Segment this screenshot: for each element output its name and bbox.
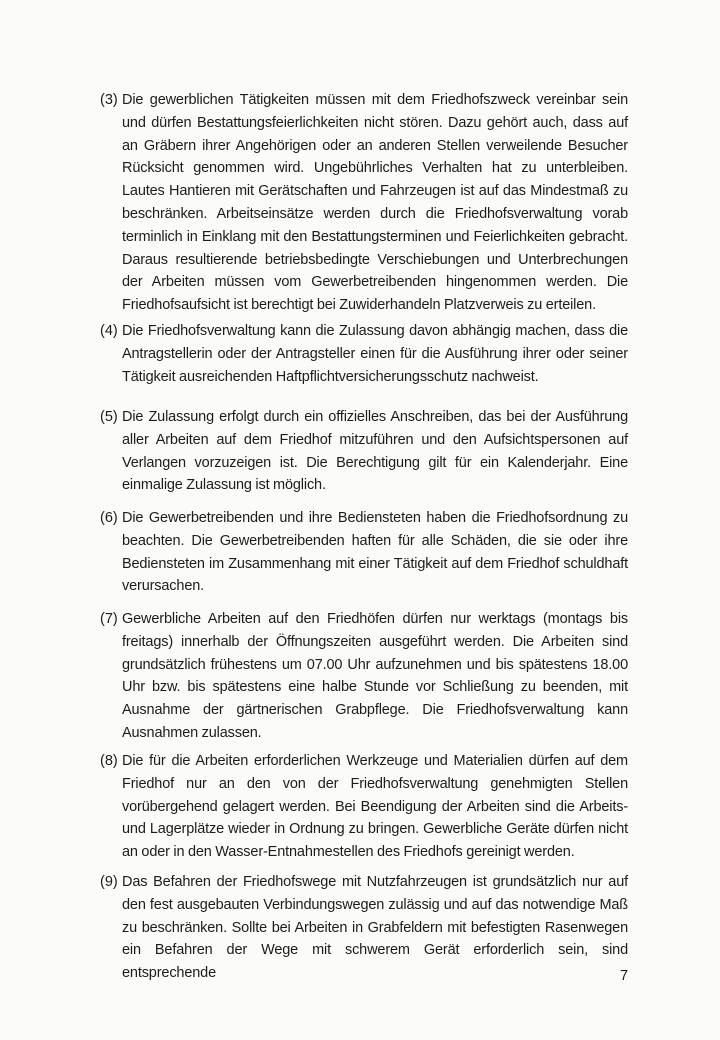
paragraph-5 — [100, 406, 628, 497]
paragraph-8 — [100, 750, 628, 864]
paragraph-number: (7) — [100, 611, 118, 627]
paragraph-number: (6) — [100, 510, 118, 526]
paragraph-text: Das Befahren der Friedhofswege mit Nutzfahrzeugen ist grundsätzlich nur auf den fest ausgebauten Verbindungswegen zulässig und auf das notwendige Maß zu beschränken. Sollte bei Arbeiten in Grabfeldern mit befestigten Rasenwegen ein Befahren der Wege mit schwerem Gerät erforderlich sein, sind entsprechende — [122, 874, 628, 982]
paragraph-text: Die gewerblichen Tätigkeiten müssen mit dem Friedhofszweck vereinbar sein und dürfen Bestattungsfeierlichkeiten nicht stören. Dazu gehört auch, dass auf an Gräbern ihrer Angehörigen oder an anderen Stellen verweilende Besucher Rücksicht genommen wird. Ungebührliches Verhalten hat zu unterbleiben. Lautes Hantieren mit Gerätschaften und Fahrzeugen ist auf das Mindestmaß zu beschränken. Arbeitseinsätze werden durch die Friedhofsverwaltung vorab terminlich in Einklang mit den Bestattungsterminen und Feierlichkeiten gebracht. Daraus resultierende betriebsbedingte Verschiebungen und Unterbrechungen der Arbeiten müssen vom Gewerbetreibenden hingenommen werden. Die Friedhofsaufsicht ist berechtigt bei Zuwiderhandeln Platzverweis zu erteilen. — [122, 92, 628, 314]
paragraph-text: Die Gewerbetreibenden und ihre Bediensteten haben die Friedhofsordnung zu beachten. Die Gewerbetreibenden haften für alle Schäden, die sie oder ihre Bediensteten im Zusammenhang mit einer Tätigkeit auf dem Friedhof schuldhaft verursachen. — [122, 510, 628, 595]
paragraph-text: Die Zulassung erfolgt durch ein offizielles Anschreiben, das bei der Ausführung aller Arbeiten auf dem Friedhof mitzuführen und den Aufsichtspersonen auf Verlangen vorzuzeigen ist. Die Berechtigung gilt für ein Kalenderjahr. Eine einmalige Zulassung ist möglich. — [122, 409, 628, 494]
paragraph-6 — [100, 507, 628, 598]
paragraph-4 — [100, 320, 628, 388]
paragraph-7 — [100, 608, 628, 745]
paragraph-text: Die Friedhofsverwaltung kann die Zulassung davon abhängig machen, dass die Antragstellerin oder der Antragsteller einen für die Ausführung ihrer oder seiner Tätigkeit ausreichenden Haftpflichtversicherungsschutz nachweist. — [122, 323, 628, 385]
paragraph-number: (5) — [100, 409, 118, 425]
paragraph-number: (9) — [100, 874, 118, 890]
paragraph-text: Die für die Arbeiten erforderlichen Werkzeuge und Materialien dürfen auf dem Friedhof nur an den von der Friedhofsverwaltung genehmigten Stellen vorübergehend gelagert werden. Bei Beendigung der Arbeiten sind die Arbeits- und Lagerplätze wieder in Ordnung zu bringen. Gewerbliche Geräte dürfen nicht an oder in den Wasser-Entnahmestellen des Friedhofs gereinigt werden. — [122, 753, 628, 861]
paragraph-9 — [100, 871, 628, 985]
paragraph-number: (3) — [100, 92, 118, 108]
paragraph-3 — [100, 89, 628, 317]
paragraph-text: Gewerbliche Arbeiten auf den Friedhöfen dürfen nur werktags (montags bis freitags) innerhalb der Öffnungszeiten ausgeführt werden. Die Arbeiten sind grundsätzlich frühestens um 07.00 Uhr aufzunehmen und bis spätestens 18.00 Uhr bzw. bis spätestens eine halbe Stunde vor Schließung zu beenden, mit Ausnahme der gärtnerischen Grabpflege. Die Friedhofsverwaltung kann Ausnahmen zulassen. — [122, 611, 628, 741]
paragraph-number: (8) — [100, 753, 118, 769]
paragraph-number: (4) — [100, 323, 118, 339]
page-number: 7 — [620, 968, 629, 984]
